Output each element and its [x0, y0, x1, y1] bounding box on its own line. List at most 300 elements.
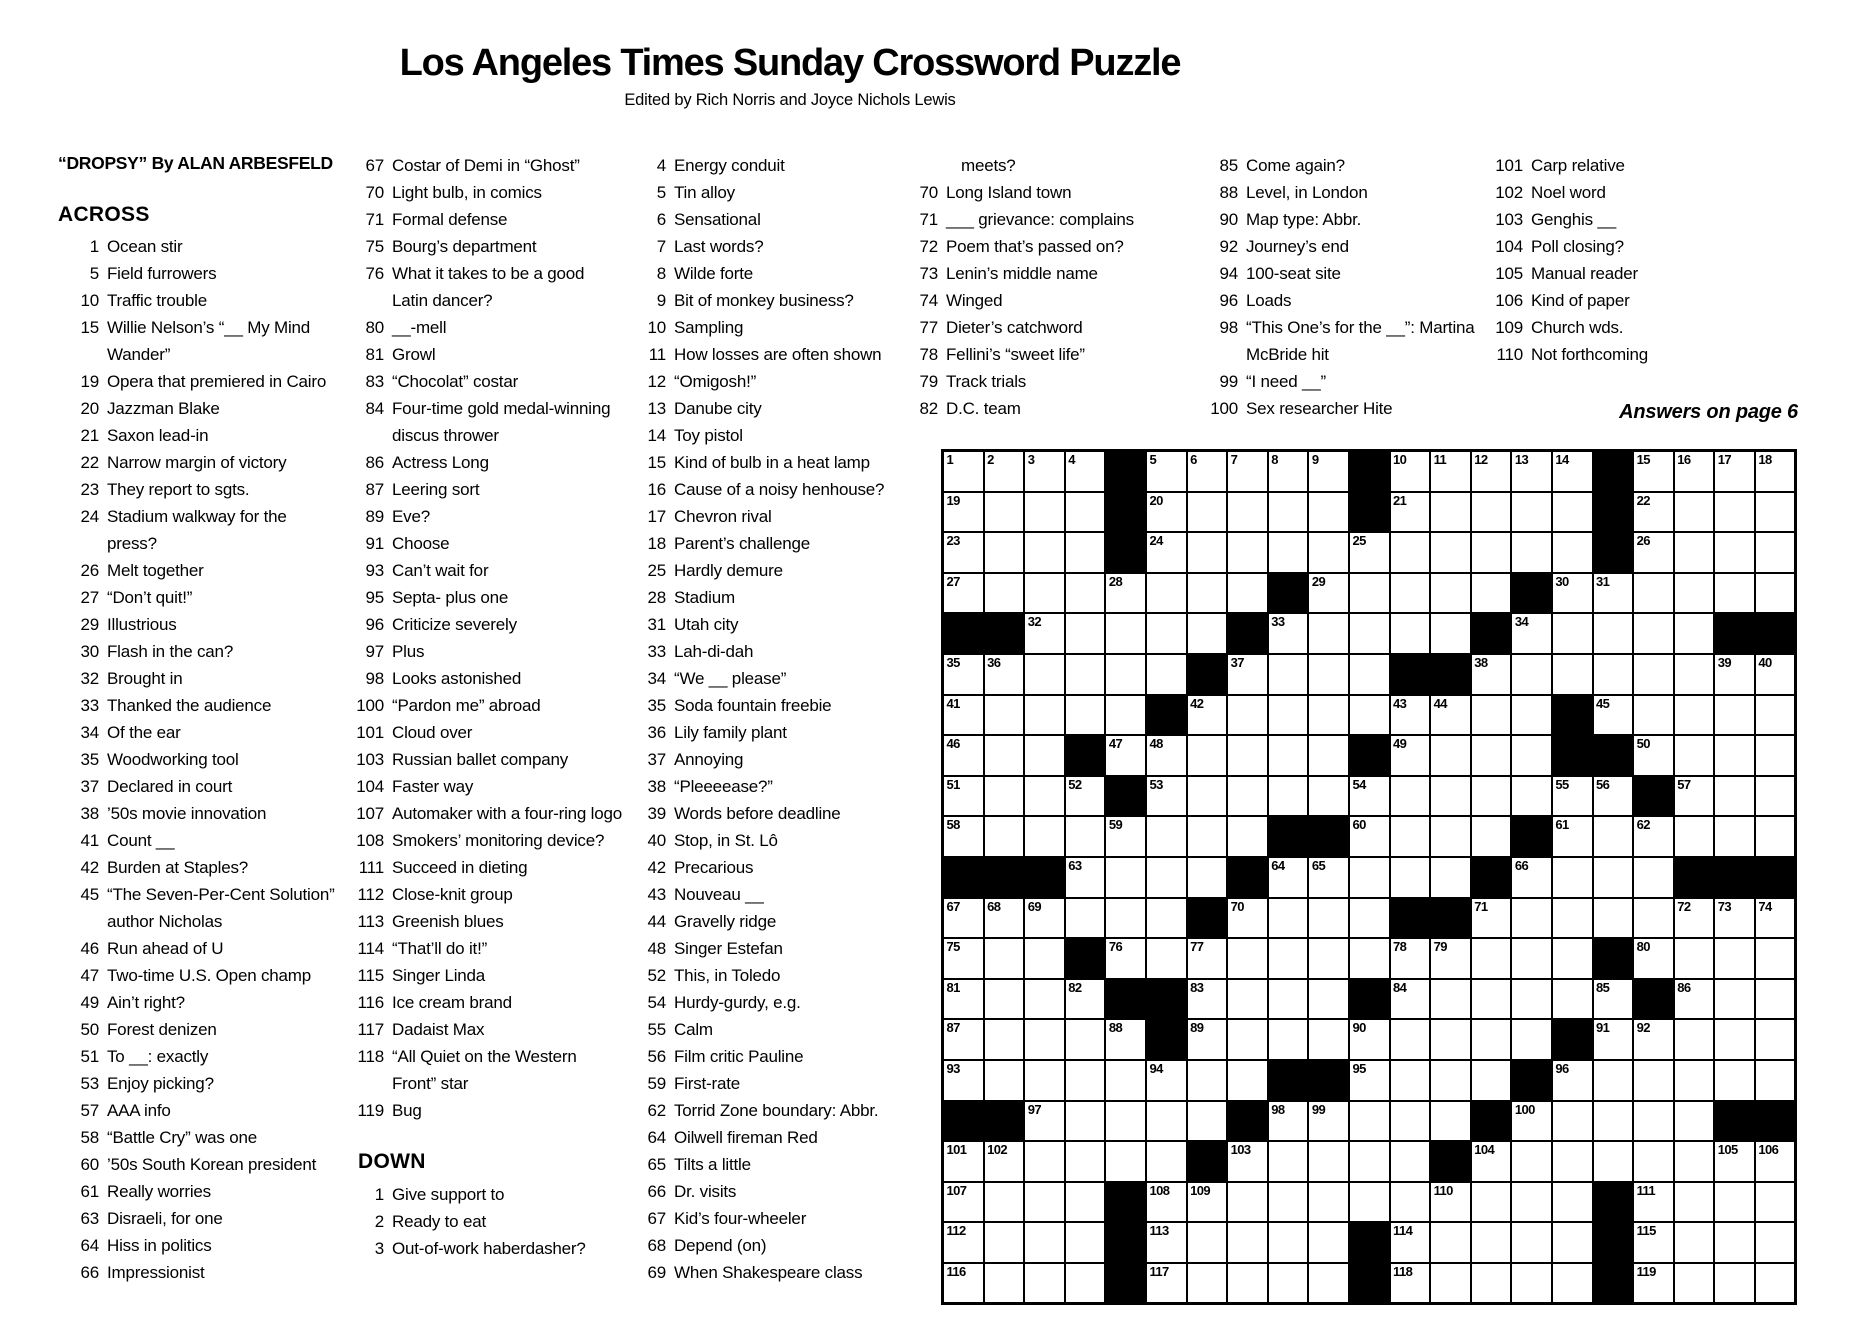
- grid-cell[interactable]: [1350, 533, 1389, 572]
- grid-cell[interactable]: [1391, 1264, 1430, 1303]
- grid-cell[interactable]: [1634, 655, 1673, 694]
- grid-cell[interactable]: [944, 1142, 983, 1181]
- grid-cell[interactable]: [1350, 1061, 1389, 1100]
- grid-cell[interactable]: [1553, 1183, 1592, 1222]
- grid-cell[interactable]: [1756, 899, 1795, 938]
- grid-cell[interactable]: [1472, 655, 1511, 694]
- grid-cell[interactable]: [1594, 980, 1633, 1019]
- grid-cell[interactable]: [1309, 696, 1348, 735]
- grid-cell[interactable]: [1066, 858, 1105, 897]
- grid-cell[interactable]: [1188, 533, 1227, 572]
- grid-cell[interactable]: [1472, 980, 1511, 1019]
- grid-cell[interactable]: [1147, 1223, 1186, 1262]
- grid-cell[interactable]: [1512, 1223, 1551, 1262]
- grid-cell[interactable]: [1025, 1020, 1064, 1059]
- grid-cell[interactable]: [1106, 1102, 1145, 1141]
- grid-cell[interactable]: [1431, 1264, 1470, 1303]
- grid-cell[interactable]: [1188, 1102, 1227, 1141]
- grid-cell[interactable]: [1269, 858, 1308, 897]
- grid-cell[interactable]: [1756, 493, 1795, 532]
- grid-cell[interactable]: [1675, 1183, 1714, 1222]
- grid-cell[interactable]: [944, 899, 983, 938]
- grid-cell[interactable]: [985, 1020, 1024, 1059]
- grid-cell[interactable]: [1350, 858, 1389, 897]
- grid-cell[interactable]: [1634, 452, 1673, 491]
- grid-cell[interactable]: [1594, 655, 1633, 694]
- grid-cell[interactable]: [1512, 736, 1551, 775]
- grid-cell[interactable]: [1675, 1223, 1714, 1262]
- grid-cell[interactable]: [985, 1264, 1024, 1303]
- grid-cell[interactable]: [1512, 1264, 1551, 1303]
- grid-cell[interactable]: [1147, 1264, 1186, 1303]
- grid-cell[interactable]: [1025, 493, 1064, 532]
- grid-cell[interactable]: [1309, 980, 1348, 1019]
- grid-cell[interactable]: [1147, 817, 1186, 856]
- grid-cell[interactable]: [1472, 493, 1511, 532]
- grid-cell[interactable]: [1675, 696, 1714, 735]
- grid-cell[interactable]: [1675, 1020, 1714, 1059]
- grid-cell[interactable]: [1147, 1183, 1186, 1222]
- grid-cell[interactable]: [1553, 452, 1592, 491]
- grid-cell[interactable]: [944, 939, 983, 978]
- grid-cell[interactable]: [1309, 899, 1348, 938]
- grid-cell[interactable]: [1431, 777, 1470, 816]
- grid-cell[interactable]: [1025, 980, 1064, 1019]
- grid-cell[interactable]: [1715, 493, 1754, 532]
- grid-cell[interactable]: [1066, 1223, 1105, 1262]
- grid-cell[interactable]: [1756, 1264, 1795, 1303]
- grid-cell[interactable]: [1391, 1183, 1430, 1222]
- grid-cell[interactable]: [1715, 939, 1754, 978]
- grid-cell[interactable]: [1472, 1142, 1511, 1181]
- grid-cell[interactable]: [1309, 493, 1348, 532]
- grid-cell[interactable]: [1025, 817, 1064, 856]
- grid-cell[interactable]: [1106, 899, 1145, 938]
- grid-cell[interactable]: [1066, 452, 1105, 491]
- grid-cell[interactable]: [1188, 858, 1227, 897]
- grid-cell[interactable]: [1553, 533, 1592, 572]
- grid-cell[interactable]: [1472, 736, 1511, 775]
- grid-cell[interactable]: [1756, 817, 1795, 856]
- grid-cell[interactable]: [1472, 696, 1511, 735]
- grid-cell[interactable]: [1269, 655, 1308, 694]
- grid-cell[interactable]: [1675, 493, 1714, 532]
- grid-cell[interactable]: [1715, 533, 1754, 572]
- grid-cell[interactable]: [1188, 1061, 1227, 1100]
- grid-cell[interactable]: [1594, 1020, 1633, 1059]
- grid-cell[interactable]: [1553, 858, 1592, 897]
- grid-cell[interactable]: [1309, 939, 1348, 978]
- grid-cell[interactable]: [1350, 655, 1389, 694]
- grid-cell[interactable]: [1025, 1142, 1064, 1181]
- grid-cell[interactable]: [1512, 452, 1551, 491]
- grid-cell[interactable]: [1634, 899, 1673, 938]
- grid-cell[interactable]: [1756, 980, 1795, 1019]
- grid-cell[interactable]: [1431, 980, 1470, 1019]
- grid-cell[interactable]: [1228, 1142, 1267, 1181]
- grid-cell[interactable]: [985, 1223, 1024, 1262]
- grid-cell[interactable]: [1594, 858, 1633, 897]
- grid-cell[interactable]: [985, 777, 1024, 816]
- grid-cell[interactable]: [944, 1061, 983, 1100]
- grid-cell[interactable]: [1228, 777, 1267, 816]
- grid-cell[interactable]: [944, 817, 983, 856]
- grid-cell[interactable]: [1594, 574, 1633, 613]
- grid-cell[interactable]: [1391, 533, 1430, 572]
- grid-cell[interactable]: [944, 1223, 983, 1262]
- grid-cell[interactable]: [1188, 1020, 1227, 1059]
- grid-cell[interactable]: [1715, 655, 1754, 694]
- grid-cell[interactable]: [1594, 777, 1633, 816]
- grid-cell[interactable]: [1066, 655, 1105, 694]
- grid-cell[interactable]: [1756, 939, 1795, 978]
- grid-cell[interactable]: [944, 452, 983, 491]
- grid-cell[interactable]: [1269, 939, 1308, 978]
- grid-cell[interactable]: [985, 939, 1024, 978]
- grid-cell[interactable]: [1269, 452, 1308, 491]
- grid-cell[interactable]: [1309, 655, 1348, 694]
- grid-cell[interactable]: [944, 980, 983, 1019]
- grid-cell[interactable]: [1228, 574, 1267, 613]
- grid-cell[interactable]: [1147, 1061, 1186, 1100]
- grid-cell[interactable]: [1269, 696, 1308, 735]
- grid-cell[interactable]: [1147, 899, 1186, 938]
- grid-cell[interactable]: [1431, 1061, 1470, 1100]
- grid-cell[interactable]: [1025, 696, 1064, 735]
- grid-cell[interactable]: [944, 1183, 983, 1222]
- grid-cell[interactable]: [1228, 899, 1267, 938]
- grid-cell[interactable]: [1188, 696, 1227, 735]
- grid-cell[interactable]: [1715, 1142, 1754, 1181]
- grid-cell[interactable]: [1756, 736, 1795, 775]
- grid-cell[interactable]: [1431, 533, 1470, 572]
- grid-cell[interactable]: [1594, 696, 1633, 735]
- grid-cell[interactable]: [1634, 696, 1673, 735]
- grid-cell[interactable]: [1106, 655, 1145, 694]
- grid-cell[interactable]: [1106, 614, 1145, 653]
- grid-cell[interactable]: [944, 1264, 983, 1303]
- grid-cell[interactable]: [1269, 1223, 1308, 1262]
- grid-cell[interactable]: [1715, 777, 1754, 816]
- grid-cell[interactable]: [1512, 777, 1551, 816]
- grid-cell[interactable]: [1350, 899, 1389, 938]
- grid-cell[interactable]: [1309, 1264, 1348, 1303]
- grid-cell[interactable]: [1228, 1061, 1267, 1100]
- grid-cell[interactable]: [1675, 614, 1714, 653]
- grid-cell[interactable]: [1634, 614, 1673, 653]
- grid-cell[interactable]: [1431, 614, 1470, 653]
- grid-cell[interactable]: [1188, 452, 1227, 491]
- grid-cell[interactable]: [1106, 817, 1145, 856]
- grid-cell[interactable]: [1715, 980, 1754, 1019]
- grid-cell[interactable]: [1309, 777, 1348, 816]
- grid-cell[interactable]: [1756, 533, 1795, 572]
- grid-cell[interactable]: [944, 777, 983, 816]
- grid-cell[interactable]: [1269, 736, 1308, 775]
- grid-cell[interactable]: [1025, 777, 1064, 816]
- grid-cell[interactable]: [985, 817, 1024, 856]
- grid-cell[interactable]: [1472, 777, 1511, 816]
- grid-cell[interactable]: [1553, 1102, 1592, 1141]
- grid-cell[interactable]: [1228, 817, 1267, 856]
- grid-cell[interactable]: [1147, 736, 1186, 775]
- grid-cell[interactable]: [1675, 939, 1714, 978]
- grid-cell[interactable]: [1350, 1102, 1389, 1141]
- grid-cell[interactable]: [1594, 1061, 1633, 1100]
- grid-cell[interactable]: [1188, 493, 1227, 532]
- grid-cell[interactable]: [1228, 939, 1267, 978]
- grid-cell[interactable]: [1715, 1020, 1754, 1059]
- grid-cell[interactable]: [1391, 817, 1430, 856]
- grid-cell[interactable]: [1472, 1223, 1511, 1262]
- grid-cell[interactable]: [1472, 452, 1511, 491]
- grid-cell[interactable]: [1269, 533, 1308, 572]
- grid-cell[interactable]: [1431, 939, 1470, 978]
- grid-cell[interactable]: [1188, 614, 1227, 653]
- grid-cell[interactable]: [1715, 1061, 1754, 1100]
- grid-cell[interactable]: [1106, 1142, 1145, 1181]
- grid-cell[interactable]: [1309, 1183, 1348, 1222]
- grid-cell[interactable]: [1350, 614, 1389, 653]
- grid-cell[interactable]: [1431, 858, 1470, 897]
- grid-cell[interactable]: [1553, 1264, 1592, 1303]
- grid-cell[interactable]: [1269, 1142, 1308, 1181]
- grid-cell[interactable]: [1309, 1142, 1348, 1181]
- grid-cell[interactable]: [1228, 980, 1267, 1019]
- grid-cell[interactable]: [1472, 899, 1511, 938]
- grid-cell[interactable]: [985, 493, 1024, 532]
- grid-cell[interactable]: [1066, 614, 1105, 653]
- grid-cell[interactable]: [1147, 574, 1186, 613]
- grid-cell[interactable]: [1025, 574, 1064, 613]
- grid-cell[interactable]: [1675, 1142, 1714, 1181]
- grid-cell[interactable]: [1634, 858, 1673, 897]
- grid-cell[interactable]: [1391, 1142, 1430, 1181]
- grid-cell[interactable]: [1391, 858, 1430, 897]
- grid-cell[interactable]: [1512, 858, 1551, 897]
- grid-cell[interactable]: [1025, 1264, 1064, 1303]
- grid-cell[interactable]: [1309, 858, 1348, 897]
- grid-cell[interactable]: [1269, 777, 1308, 816]
- grid-cell[interactable]: [1431, 493, 1470, 532]
- grid-cell[interactable]: [944, 1020, 983, 1059]
- grid-cell[interactable]: [1350, 1142, 1389, 1181]
- grid-cell[interactable]: [1675, 1061, 1714, 1100]
- grid-cell[interactable]: [1756, 655, 1795, 694]
- grid-cell[interactable]: [1066, 777, 1105, 816]
- grid-cell[interactable]: [1066, 696, 1105, 735]
- grid-cell[interactable]: [1512, 939, 1551, 978]
- grid-cell[interactable]: [1391, 493, 1430, 532]
- grid-cell[interactable]: [1715, 1223, 1754, 1262]
- grid-cell[interactable]: [1715, 1264, 1754, 1303]
- grid-cell[interactable]: [1228, 1223, 1267, 1262]
- grid-cell[interactable]: [1756, 1223, 1795, 1262]
- grid-cell[interactable]: [1147, 939, 1186, 978]
- grid-cell[interactable]: [1188, 980, 1227, 1019]
- grid-cell[interactable]: [985, 452, 1024, 491]
- grid-cell[interactable]: [1472, 939, 1511, 978]
- grid-cell[interactable]: [1634, 1223, 1673, 1262]
- grid-cell[interactable]: [1309, 574, 1348, 613]
- grid-cell[interactable]: [1391, 452, 1430, 491]
- grid-cell[interactable]: [1066, 817, 1105, 856]
- grid-cell[interactable]: [1634, 1061, 1673, 1100]
- grid-cell[interactable]: [1594, 1102, 1633, 1141]
- grid-cell[interactable]: [1634, 939, 1673, 978]
- grid-cell[interactable]: [1025, 1102, 1064, 1141]
- grid-cell[interactable]: [1147, 533, 1186, 572]
- grid-cell[interactable]: [1391, 614, 1430, 653]
- grid-cell[interactable]: [1634, 493, 1673, 532]
- grid-cell[interactable]: [1431, 817, 1470, 856]
- grid-cell[interactable]: [985, 533, 1024, 572]
- grid-cell[interactable]: [1106, 736, 1145, 775]
- grid-cell[interactable]: [1512, 696, 1551, 735]
- grid-cell[interactable]: [985, 736, 1024, 775]
- grid-cell[interactable]: [1025, 1223, 1064, 1262]
- grid-cell[interactable]: [1350, 777, 1389, 816]
- grid-cell[interactable]: [1350, 696, 1389, 735]
- grid-cell[interactable]: [1675, 1102, 1714, 1141]
- grid-cell[interactable]: [1472, 533, 1511, 572]
- grid-cell[interactable]: [1715, 1183, 1754, 1222]
- grid-cell[interactable]: [1106, 1020, 1145, 1059]
- grid-cell[interactable]: [1594, 899, 1633, 938]
- grid-cell[interactable]: [1350, 1183, 1389, 1222]
- grid-cell[interactable]: [944, 574, 983, 613]
- grid-cell[interactable]: [1188, 1183, 1227, 1222]
- grid-cell[interactable]: [1228, 493, 1267, 532]
- grid-cell[interactable]: [1634, 1264, 1673, 1303]
- grid-cell[interactable]: [1066, 1020, 1105, 1059]
- grid-cell[interactable]: [944, 493, 983, 532]
- grid-cell[interactable]: [1391, 1020, 1430, 1059]
- grid-cell[interactable]: [1309, 736, 1348, 775]
- grid-cell[interactable]: [1066, 1183, 1105, 1222]
- grid-cell[interactable]: [1756, 1061, 1795, 1100]
- grid-cell[interactable]: [1634, 1020, 1673, 1059]
- grid-cell[interactable]: [1756, 574, 1795, 613]
- grid-cell[interactable]: [1391, 939, 1430, 978]
- grid-cell[interactable]: [1350, 574, 1389, 613]
- grid-cell[interactable]: [944, 533, 983, 572]
- grid-cell[interactable]: [1594, 614, 1633, 653]
- grid-cell[interactable]: [1309, 452, 1348, 491]
- grid-cell[interactable]: [1512, 493, 1551, 532]
- grid-cell[interactable]: [1309, 614, 1348, 653]
- grid-cell[interactable]: [1553, 899, 1592, 938]
- grid-cell[interactable]: [1553, 980, 1592, 1019]
- grid-cell[interactable]: [1269, 614, 1308, 653]
- grid-cell[interactable]: [1106, 696, 1145, 735]
- grid-cell[interactable]: [1025, 452, 1064, 491]
- grid-cell[interactable]: [1553, 655, 1592, 694]
- grid-cell[interactable]: [944, 736, 983, 775]
- grid-cell[interactable]: [1756, 696, 1795, 735]
- grid-cell[interactable]: [1350, 817, 1389, 856]
- grid-cell[interactable]: [1188, 1264, 1227, 1303]
- grid-cell[interactable]: [1512, 899, 1551, 938]
- grid-cell[interactable]: [1391, 1223, 1430, 1262]
- grid-cell[interactable]: [1106, 939, 1145, 978]
- grid-cell[interactable]: [1025, 736, 1064, 775]
- grid-cell[interactable]: [1675, 777, 1714, 816]
- grid-cell[interactable]: [1512, 1102, 1551, 1141]
- grid-cell[interactable]: [1431, 1102, 1470, 1141]
- grid-cell[interactable]: [1066, 1061, 1105, 1100]
- grid-cell[interactable]: [1715, 817, 1754, 856]
- grid-cell[interactable]: [1512, 1020, 1551, 1059]
- grid-cell[interactable]: [1066, 574, 1105, 613]
- grid-cell[interactable]: [1715, 736, 1754, 775]
- grid-cell[interactable]: [1472, 574, 1511, 613]
- grid-cell[interactable]: [985, 1183, 1024, 1222]
- grid-cell[interactable]: [1228, 696, 1267, 735]
- grid-cell[interactable]: [1756, 1142, 1795, 1181]
- grid-cell[interactable]: [1106, 858, 1145, 897]
- grid-cell[interactable]: [1391, 1102, 1430, 1141]
- grid-cell[interactable]: [1472, 817, 1511, 856]
- grid-cell[interactable]: [985, 696, 1024, 735]
- grid-cell[interactable]: [1756, 1183, 1795, 1222]
- grid-cell[interactable]: [1269, 899, 1308, 938]
- grid-cell[interactable]: [1553, 817, 1592, 856]
- grid-cell[interactable]: [1675, 574, 1714, 613]
- grid-cell[interactable]: [1553, 939, 1592, 978]
- grid-cell[interactable]: [1756, 777, 1795, 816]
- grid-cell[interactable]: [1512, 980, 1551, 1019]
- grid-cell[interactable]: [1512, 533, 1551, 572]
- grid-cell[interactable]: [1147, 1142, 1186, 1181]
- grid-cell[interactable]: [1228, 1264, 1267, 1303]
- grid-cell[interactable]: [1228, 655, 1267, 694]
- grid-cell[interactable]: [1634, 574, 1673, 613]
- grid-cell[interactable]: [985, 1142, 1024, 1181]
- grid-cell[interactable]: [1106, 1061, 1145, 1100]
- grid-cell[interactable]: [1675, 817, 1714, 856]
- grid-cell[interactable]: [1675, 736, 1714, 775]
- grid-cell[interactable]: [1066, 1142, 1105, 1181]
- grid-cell[interactable]: [1715, 452, 1754, 491]
- grid-cell[interactable]: [1147, 777, 1186, 816]
- grid-cell[interactable]: [1431, 1223, 1470, 1262]
- grid-cell[interactable]: [1066, 493, 1105, 532]
- grid-cell[interactable]: [944, 655, 983, 694]
- grid-cell[interactable]: [985, 655, 1024, 694]
- grid-cell[interactable]: [1431, 696, 1470, 735]
- grid-cell[interactable]: [1472, 1264, 1511, 1303]
- grid-cell[interactable]: [1431, 736, 1470, 775]
- grid-cell[interactable]: [1634, 533, 1673, 572]
- grid-cell[interactable]: [1147, 452, 1186, 491]
- grid-cell[interactable]: [1634, 736, 1673, 775]
- grid-cell[interactable]: [1553, 574, 1592, 613]
- grid-cell[interactable]: [1634, 1183, 1673, 1222]
- grid-cell[interactable]: [1066, 1102, 1105, 1141]
- grid-cell[interactable]: [1228, 452, 1267, 491]
- grid-cell[interactable]: [1512, 1142, 1551, 1181]
- grid-cell[interactable]: [1675, 533, 1714, 572]
- grid-cell[interactable]: [1391, 980, 1430, 1019]
- grid-cell[interactable]: [1675, 899, 1714, 938]
- grid-cell[interactable]: [1066, 533, 1105, 572]
- grid-cell[interactable]: [1188, 939, 1227, 978]
- grid-cell[interactable]: [1391, 696, 1430, 735]
- grid-cell[interactable]: [1553, 1223, 1592, 1262]
- grid-cell[interactable]: [1188, 736, 1227, 775]
- grid-cell[interactable]: [1756, 1020, 1795, 1059]
